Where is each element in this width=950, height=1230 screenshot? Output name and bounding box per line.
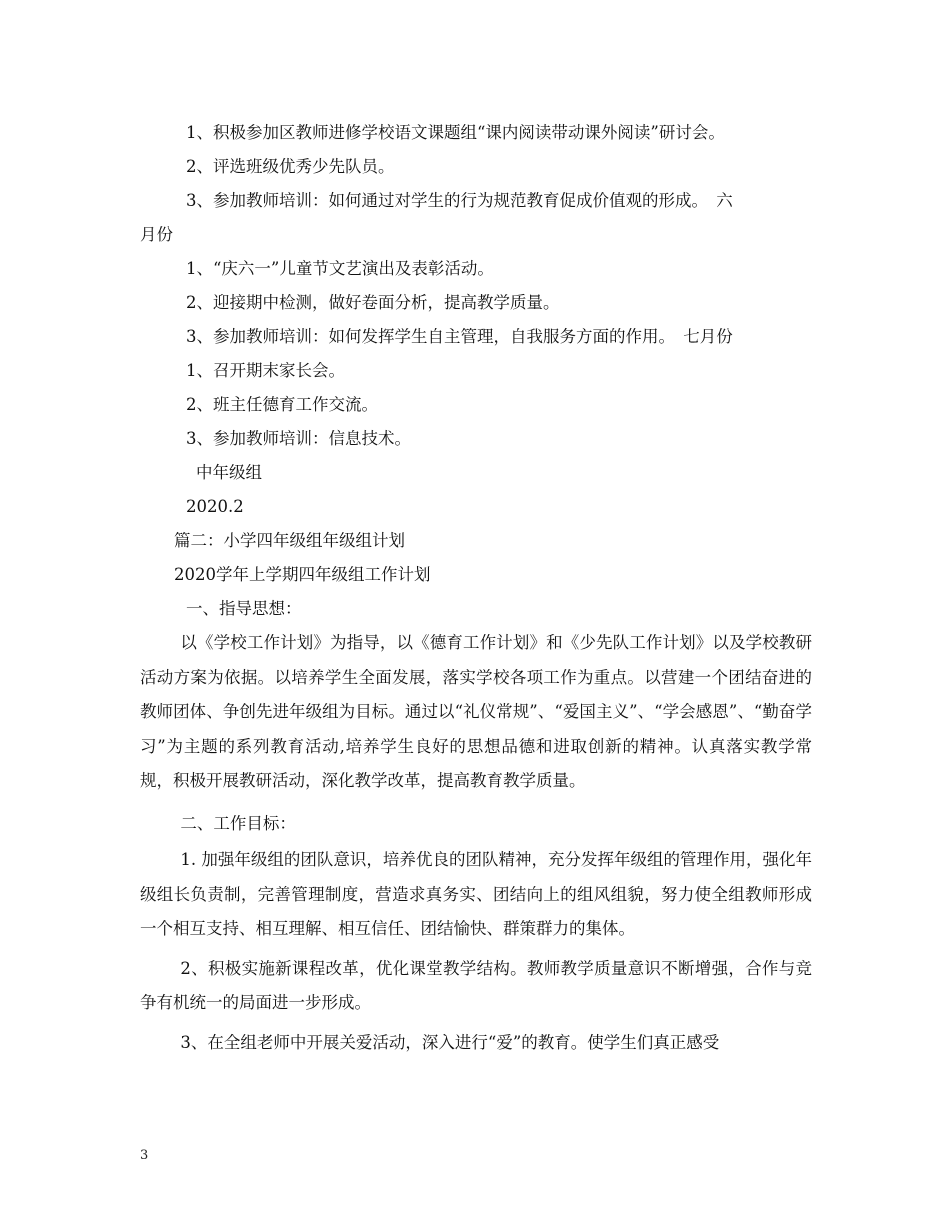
list-item: 1、召开期末家长会。 xyxy=(186,361,345,380)
signature-date: 2020.2 xyxy=(186,497,244,516)
paragraph-goal-1: 1. 加强年级组的团队意识，培养优良的团队精神，充分发挥年级组的管理作用，强化年级组长负责制，完善管理制度，营造求真务实、团结向上的组风组貌，努力使全组教师形成一个相互支持、相互理解、相互信任、团结愉快、群策群力的集体。 xyxy=(140,850,812,938)
list-item: 3、参加教师培训：信息技术。 xyxy=(186,429,411,448)
list-item: 2、班主任德育工作交流。 xyxy=(186,395,378,414)
section-heading: 一、指导思想： xyxy=(186,599,302,618)
list-item: 2、评选班级优秀少先队员。 xyxy=(186,157,395,176)
paragraph-goal-3: 3、在全组老师中开展关爱活动，深入进行“爱”的教育。使学生们真正感受 xyxy=(180,1032,720,1052)
list-item: 1、积极参加区教师进修学校语文课题组“课内阅读带动课外阅读”研讨会。 xyxy=(186,123,725,142)
document-title: 2020学年上学期四年级组工作计划 xyxy=(174,565,431,584)
document-body xyxy=(140,116,812,1060)
list-item: 1、“庆六一”儿童节文艺演出及表彰活动。 xyxy=(186,259,494,278)
page-number: 3 xyxy=(140,1148,149,1163)
list-item: 3、参加教师培训：如何通过对学生的行为规范教育促成价值观的形成。 六 xyxy=(186,191,733,210)
section-heading: 二、工作目标： xyxy=(180,813,296,833)
signature-group: 中年级组 xyxy=(196,463,262,482)
paragraph-goal-2: 2、积极实施新课程改革，优化课堂教学结构。教师教学质量意识不断增强，合作与竞争有机统一的局面进一步形成。 xyxy=(140,958,812,1012)
section-title: 篇二：小学四年级组年级组计划 xyxy=(174,531,405,550)
month-heading-continuation: 月份 xyxy=(140,225,173,244)
paragraph-guiding-thought: 以《学校工作计划》为指导，以《德育工作计划》和《少先队工作计划》以及学校教研活动方案为依据。以培养学生全面发展，落实学校各项工作为重点。以营建一个团结奋进的教师团体、争创先进年级组为目标。通过以“礼仪常规”、“爱国主义”、“学会感恩”、“勤奋学习”为主题的系列教育活动,培养学生良好的思想品德和进取创新的精神。认真落实教学常规，积极开展教研活动，深化教学改革，提高教育教学质量。 xyxy=(140,633,812,790)
list-item: 3、参加教师培训：如何发挥学生自主管理，自我服务方面的作用。 七月份 xyxy=(186,327,733,346)
list-item: 2、迎接期中检测，做好卷面分析，提高教学质量。 xyxy=(186,293,560,312)
